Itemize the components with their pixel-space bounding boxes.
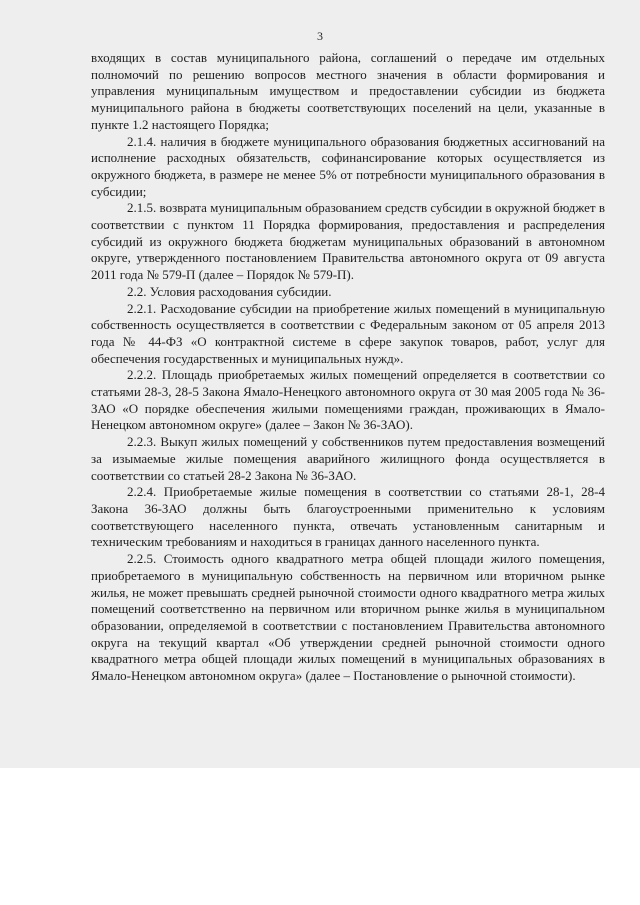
paragraph-2-2-1: 2.2.1. Расходование субсидии на приобретение жилых помещений в муниципальную собственность осуществляется в соответствии с Федеральным законом от 05 апреля 2013 года № 44-ФЗ «О контрактной системе в сфере закупок товаров, работ, услуг для обеспечения государственных и муниципальных нужд». <box>91 300 605 366</box>
section-heading-2-2: 2.2. Условия расходования субсидии. <box>127 283 332 299</box>
paragraph-continuation: входящих в состав муниципального района, соглашений о передаче им отдельных полномочий по решению вопросов местного значения в области формирования и управления муниципальным имуществом и предоставлении субсидии из бюджета муниципального района в бюджеты соответствующих поселений на цели, указанные в пункте 1.2 настоящего Порядка; <box>91 50 605 132</box>
paragraph-2-2-4: 2.2.4. Приобретаемые жилые помещения в соответствии со статьями 28-1, 28-4 Закона 36-ЗАО должны быть благоустроенными применительно к условиям соответствующего населенного пункта, отвечать установленным санитарным и техническим требованиям и находиться в границах данного населенного пункта. <box>91 484 605 550</box>
paragraph-2-1-5: 2.1.5. возврата муниципальным образованием средств субсидии в окружной бюджет в соответствии с пунктом 11 Порядка формирования, предоставления и распределения субсидий из окружного бюджета бюджетам муниципальных образований в автономном округе, утвержденного постановлением Правительства автономного округа от 09 августа 2011 года № 579-П (далее – Порядок № 579-П). <box>91 200 605 283</box>
document-body <box>91 50 605 685</box>
paragraph-2-2-2: 2.2.2. Площадь приобретаемых жилых помещений определяется в соответствии со статьями 28-3, 28-5 Закона Ямало-Ненецкого автономного округа от 30 мая 2005 года № 36-ЗАО «О порядке обеспечения жилыми помещениями граждан, проживающих в Ямало-Ненецком автономном округе» (далее – Закон № 36-ЗАО). <box>91 367 605 433</box>
paragraph-2-2-3: 2.2.3. Выкуп жилых помещений у собственников путем предоставления возмещений за изымаемые жилые помещения аварийного жилищного фонда осуществляется в соответствии со статьей 28-2 Закона № 36-ЗАО. <box>91 434 605 483</box>
paragraph-2-1-4: 2.1.4. наличия в бюджете муниципального образования бюджетных ассигнований на исполнение расходных обязательств, софинансирование которых осуществляется из окружного бюджета, в размере не менее 5% от потребности муниципального образования в субсидии; <box>91 133 605 199</box>
page-number: 3 <box>317 29 323 43</box>
paragraph-2-2-5: 2.2.5. Стоимость одного квадратного метра общей площади жилого помещения, приобретаемого в муниципальную собственность на первичном или вторичном рынке жилья, не может превышать средней рыночной стоимости одного квадратного метра жилых помещений соответственно на первичном или вторичном рынке жилья в муниципальном образовании, определяемой в соответствии с постановлением Правительства автономного округа на текущий квартал «Об утверждении средней рыночной стоимости одного квадратного метра общей площади жилых помещений в муниципальных образованиях в Ямало-Ненецком автономном округа» (далее – Постановление о рыночной стоимости). <box>91 551 605 684</box>
blank-area <box>0 768 640 905</box>
